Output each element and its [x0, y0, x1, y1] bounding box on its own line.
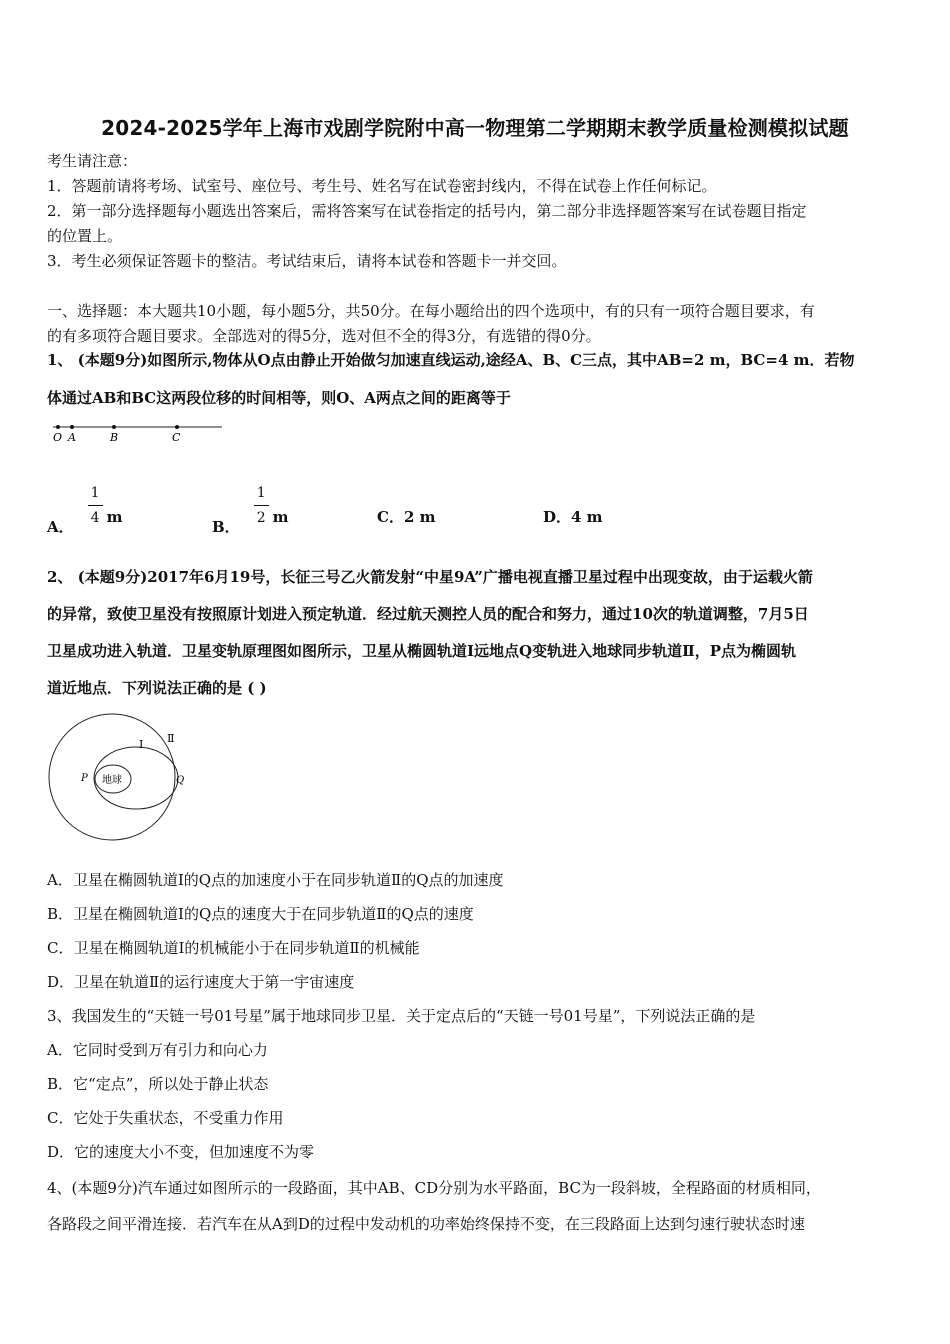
- q1-option-d: D．4 m: [543, 508, 603, 526]
- question-1-text: 1、 (本题9分)如图所示,物体从O点由静止开始做匀加速直线运动,途经A、B、C三点，其中AB=2 m，BC=4 m．若物: [47, 351, 855, 369]
- page-title: 2024-2025学年上海市戏剧学院附中高一物理第二学期期末教学质量检测模拟试题: [101, 116, 849, 140]
- question-2-text: 卫星成功进入轨道．卫星变轨原理图如图所示，卫星从椭圆轨道Ⅰ远地点Q变轨进入地球同步轨道Ⅱ，P点为椭圆轨: [47, 642, 797, 660]
- notice-item: 3．考生必须保证答题卡的整洁。考试结束后，请将本试卷和答题卡一并交回。: [47, 252, 567, 270]
- question-2-text: 2、 (本题9分)2017年6月19号，长征三号乙火箭发射“中星9A”广播电视直播卫星过程中出现变故，由于运载火箭: [47, 568, 813, 586]
- question-4-text: 各路段之间平滑连接．若汽车在从A到D的过程中发动机的功率始终保持不变，在三段路面上达到匀速行驶状态时速: [47, 1215, 805, 1233]
- label-b: B: [110, 431, 119, 444]
- q2-option-b: B．卫星在椭圆轨道Ⅰ的Q点的速度大于在同步轨道Ⅱ的Q点的速度: [47, 905, 474, 923]
- q1-option-a: A． $\frac{1}{4}$ m: [47, 482, 122, 529]
- point-c: [175, 425, 179, 429]
- section-intro: 一、选择题：本大题共10小题，每小题5分，共50分。在每小题给出的四个选项中，有的只有一项符合题目要求，有: [47, 302, 815, 320]
- orbit-2-label: Ⅱ: [167, 732, 175, 745]
- q3-option-b: B．它“定点”，所以处于静止状态: [47, 1075, 269, 1093]
- orbit-1-label: Ⅰ: [139, 738, 144, 751]
- label-o: O: [53, 431, 63, 444]
- question-2-text: 道近地点．下列说法正确的是 ( ): [47, 679, 267, 697]
- q1-line-figure: [47, 418, 227, 448]
- q1-option-b: B． $\frac{1}{2}$ m: [212, 482, 288, 529]
- question-3-text: 3、我国发生的“天链一号01号星”属于地球同步卫星．关于定点后的“天链一号01号星”，下列说法正确的是: [47, 1007, 756, 1025]
- point-a: [70, 425, 74, 429]
- section-intro: 的有多项符合题目要求。全部选对的得5分，选对但不全的得3分，有选错的得0分。: [47, 327, 601, 345]
- q3-option-a: A．它同时受到万有引力和向心力: [47, 1041, 268, 1059]
- label-a: A: [68, 431, 76, 444]
- question-4-text: 4、(本题9分)汽车通过如图所示的一段路面，其中AB、CD分别为水平路面，BC为一段斜坡，全程路面的材质相同，: [47, 1179, 821, 1197]
- notice-item: 2．第一部分选择题每小题选出答案后，需将答案写在试卷指定的括号内，第二部分非选择题答案写在试卷题目指定: [47, 202, 807, 220]
- q2-option-d: D．卫星在轨道Ⅱ的运行速度大于第一宇宙速度: [47, 973, 355, 991]
- q2-option-a: A．卫星在椭圆轨道Ⅰ的Q点的加速度小于在同步轨道Ⅱ的Q点的加速度: [47, 871, 504, 889]
- point-q-label: Q: [176, 775, 185, 786]
- notice-heading: 考生请注意：: [47, 152, 138, 170]
- point-o: [56, 425, 60, 429]
- notice-item: 1．答题前请将考场、试室号、座位号、考生号、姓名写在试卷密封线内，不得在试卷上作任何标记。: [47, 177, 717, 195]
- q3-option-c: C．它处于失重状态，不受重力作用: [47, 1109, 284, 1127]
- orbit-figure: [44, 708, 194, 848]
- q3-option-d: D．它的速度大小不变，但加速度不为零: [47, 1143, 315, 1161]
- point-b: [112, 425, 116, 429]
- notice-item: 的位置上。: [47, 227, 123, 245]
- point-p-label: P: [81, 773, 88, 784]
- question-1-text: 体通过AB和BC这两段位移的时间相等，则O、A两点之间的距离等于: [47, 389, 511, 407]
- q1-option-c: C．2 m: [377, 508, 436, 526]
- question-2-text: 的异常，致使卫星没有按照原计划进入预定轨道．经过航天测控人员的配合和努力，通过10次的轨道调整，7月5日: [47, 605, 809, 623]
- q2-option-c: C．卫星在椭圆轨道Ⅰ的机械能小于在同步轨道Ⅱ的机械能: [47, 939, 420, 957]
- label-c: C: [172, 431, 181, 444]
- earth-label: 地球: [102, 775, 122, 786]
